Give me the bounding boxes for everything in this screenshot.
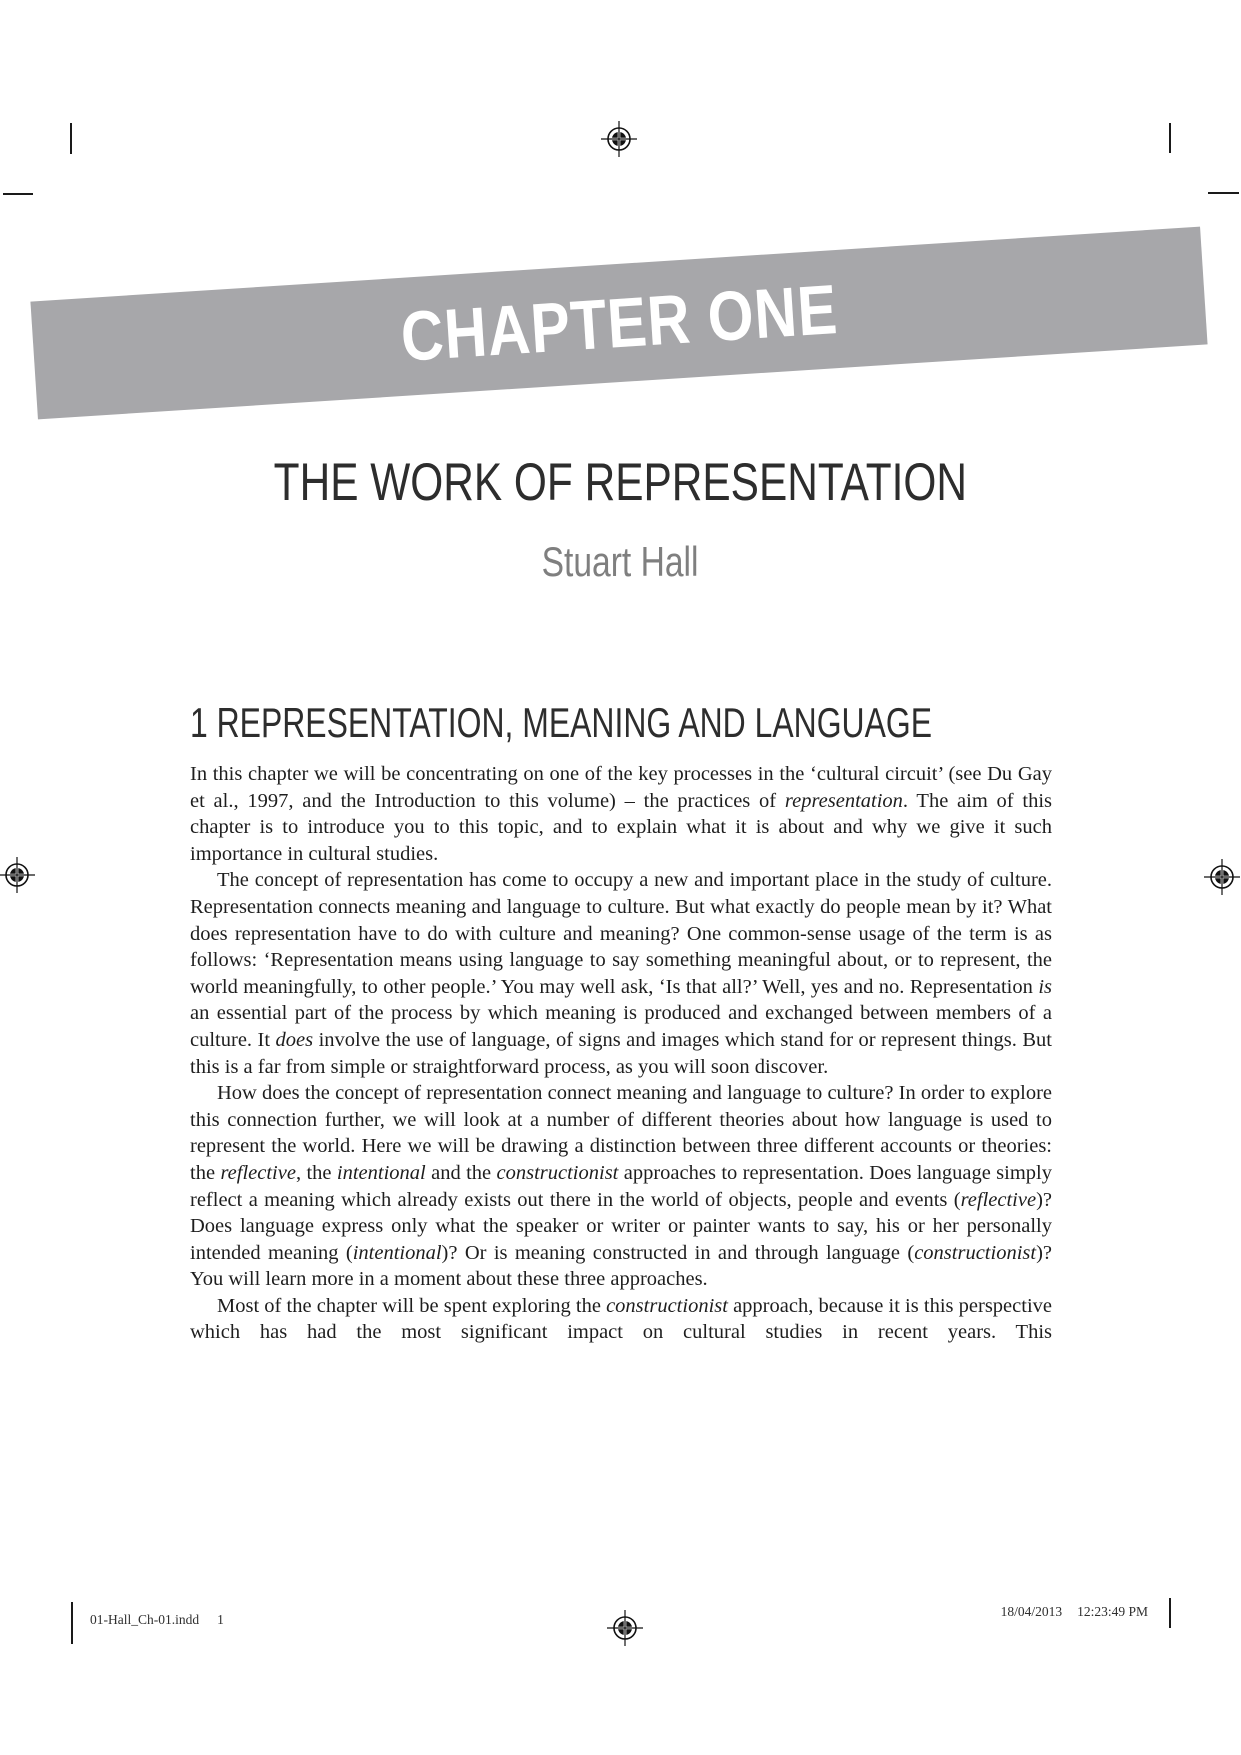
footer-crop-mark-left-icon	[71, 1602, 73, 1644]
crop-mark-top-left-icon	[70, 123, 72, 154]
body-paragraph: Most of the chapter will be spent exploring the constructionist approach, because it is this perspective which has had the most significant impact on cultural studies in recent years. This	[190, 1294, 1052, 1344]
registration-mark-top-icon	[597, 117, 641, 161]
footer-file-label: 01-Hall_Ch-01.indd	[90, 1612, 200, 1627]
footer-timestamp	[1001, 1604, 1148, 1620]
footer-crop-mark-right-icon	[1169, 1598, 1171, 1628]
registration-mark-left-icon	[0, 853, 39, 897]
crop-mark-left-icon	[3, 193, 33, 195]
author-name: Stuart Hall	[542, 538, 699, 585]
footer-page-number: 1	[217, 1612, 224, 1627]
footer-time: 12:23:49 PM	[1077, 1604, 1148, 1619]
chapter-banner-label: CHAPTER ONE	[398, 270, 840, 376]
body-paragraph: In this chapter we will be concentrating on one of the key processes in the ‘cultural circuit’ (see Du Gay et al., 1997, and the Introduction to this volume) – the practices of representation. The aim of this chapter is to introduce you to this topic, and to explain what it is about and why we give it such importance in cultural studies.	[190, 763, 1053, 865]
footer-date: 18/04/2013	[1000, 1604, 1063, 1619]
body-paragraph: The concept of representation has come to occupy a new and important place in the study of culture. Representation connects meaning and language to culture. But what exactly do people mean by it? What does representation have to do with culture and meaning? One common-sense usage of the term is as follows: ‘Representation means using language to say something meaningful about, or to represent, the world meaningfully, to other people.’ You may well ask, ‘Is that all?’ Well, yes and no. Representation is an essential part of the process by which meaning is produced and exchanged between members of a culture. It does involve the use of language, of signs and images which stand for or represent things. But this is a far from simple or straightforward process, as you will soon discover.	[190, 869, 1052, 1078]
chapter-title: THE WORK OF REPRESENTATION	[273, 453, 968, 512]
footer-file-info	[90, 1612, 224, 1628]
chapter-banner	[30, 227, 1207, 420]
section-heading: 1 REPRESENTATION, MEANING AND LANGUAGE	[190, 699, 932, 746]
crop-mark-right-icon	[1208, 192, 1239, 194]
body-paragraph: How does the concept of representation connect meaning and language to culture? In order to explore this connection further, we will look at a number of different theories about how language is used to represent the world. Here we will be drawing a distinction between three different accounts or theories: the reflective, the intentional and the constructionist approaches to representation. Does language simply reflect a meaning which already exists out there in the world of objects, people and events (reflective)? Does language express only what the speaker or writer or painter wants to say, his or her personally intended meaning (intentional)? Or is meaning constructed in and through language (constructionist)? You will learn more in a moment about these three approaches.	[190, 1082, 1053, 1291]
registration-mark-bottom-icon	[603, 1606, 647, 1650]
registration-mark-right-icon	[1200, 855, 1241, 899]
body-text	[190, 761, 1052, 1346]
crop-mark-top-right-icon	[1169, 123, 1171, 153]
